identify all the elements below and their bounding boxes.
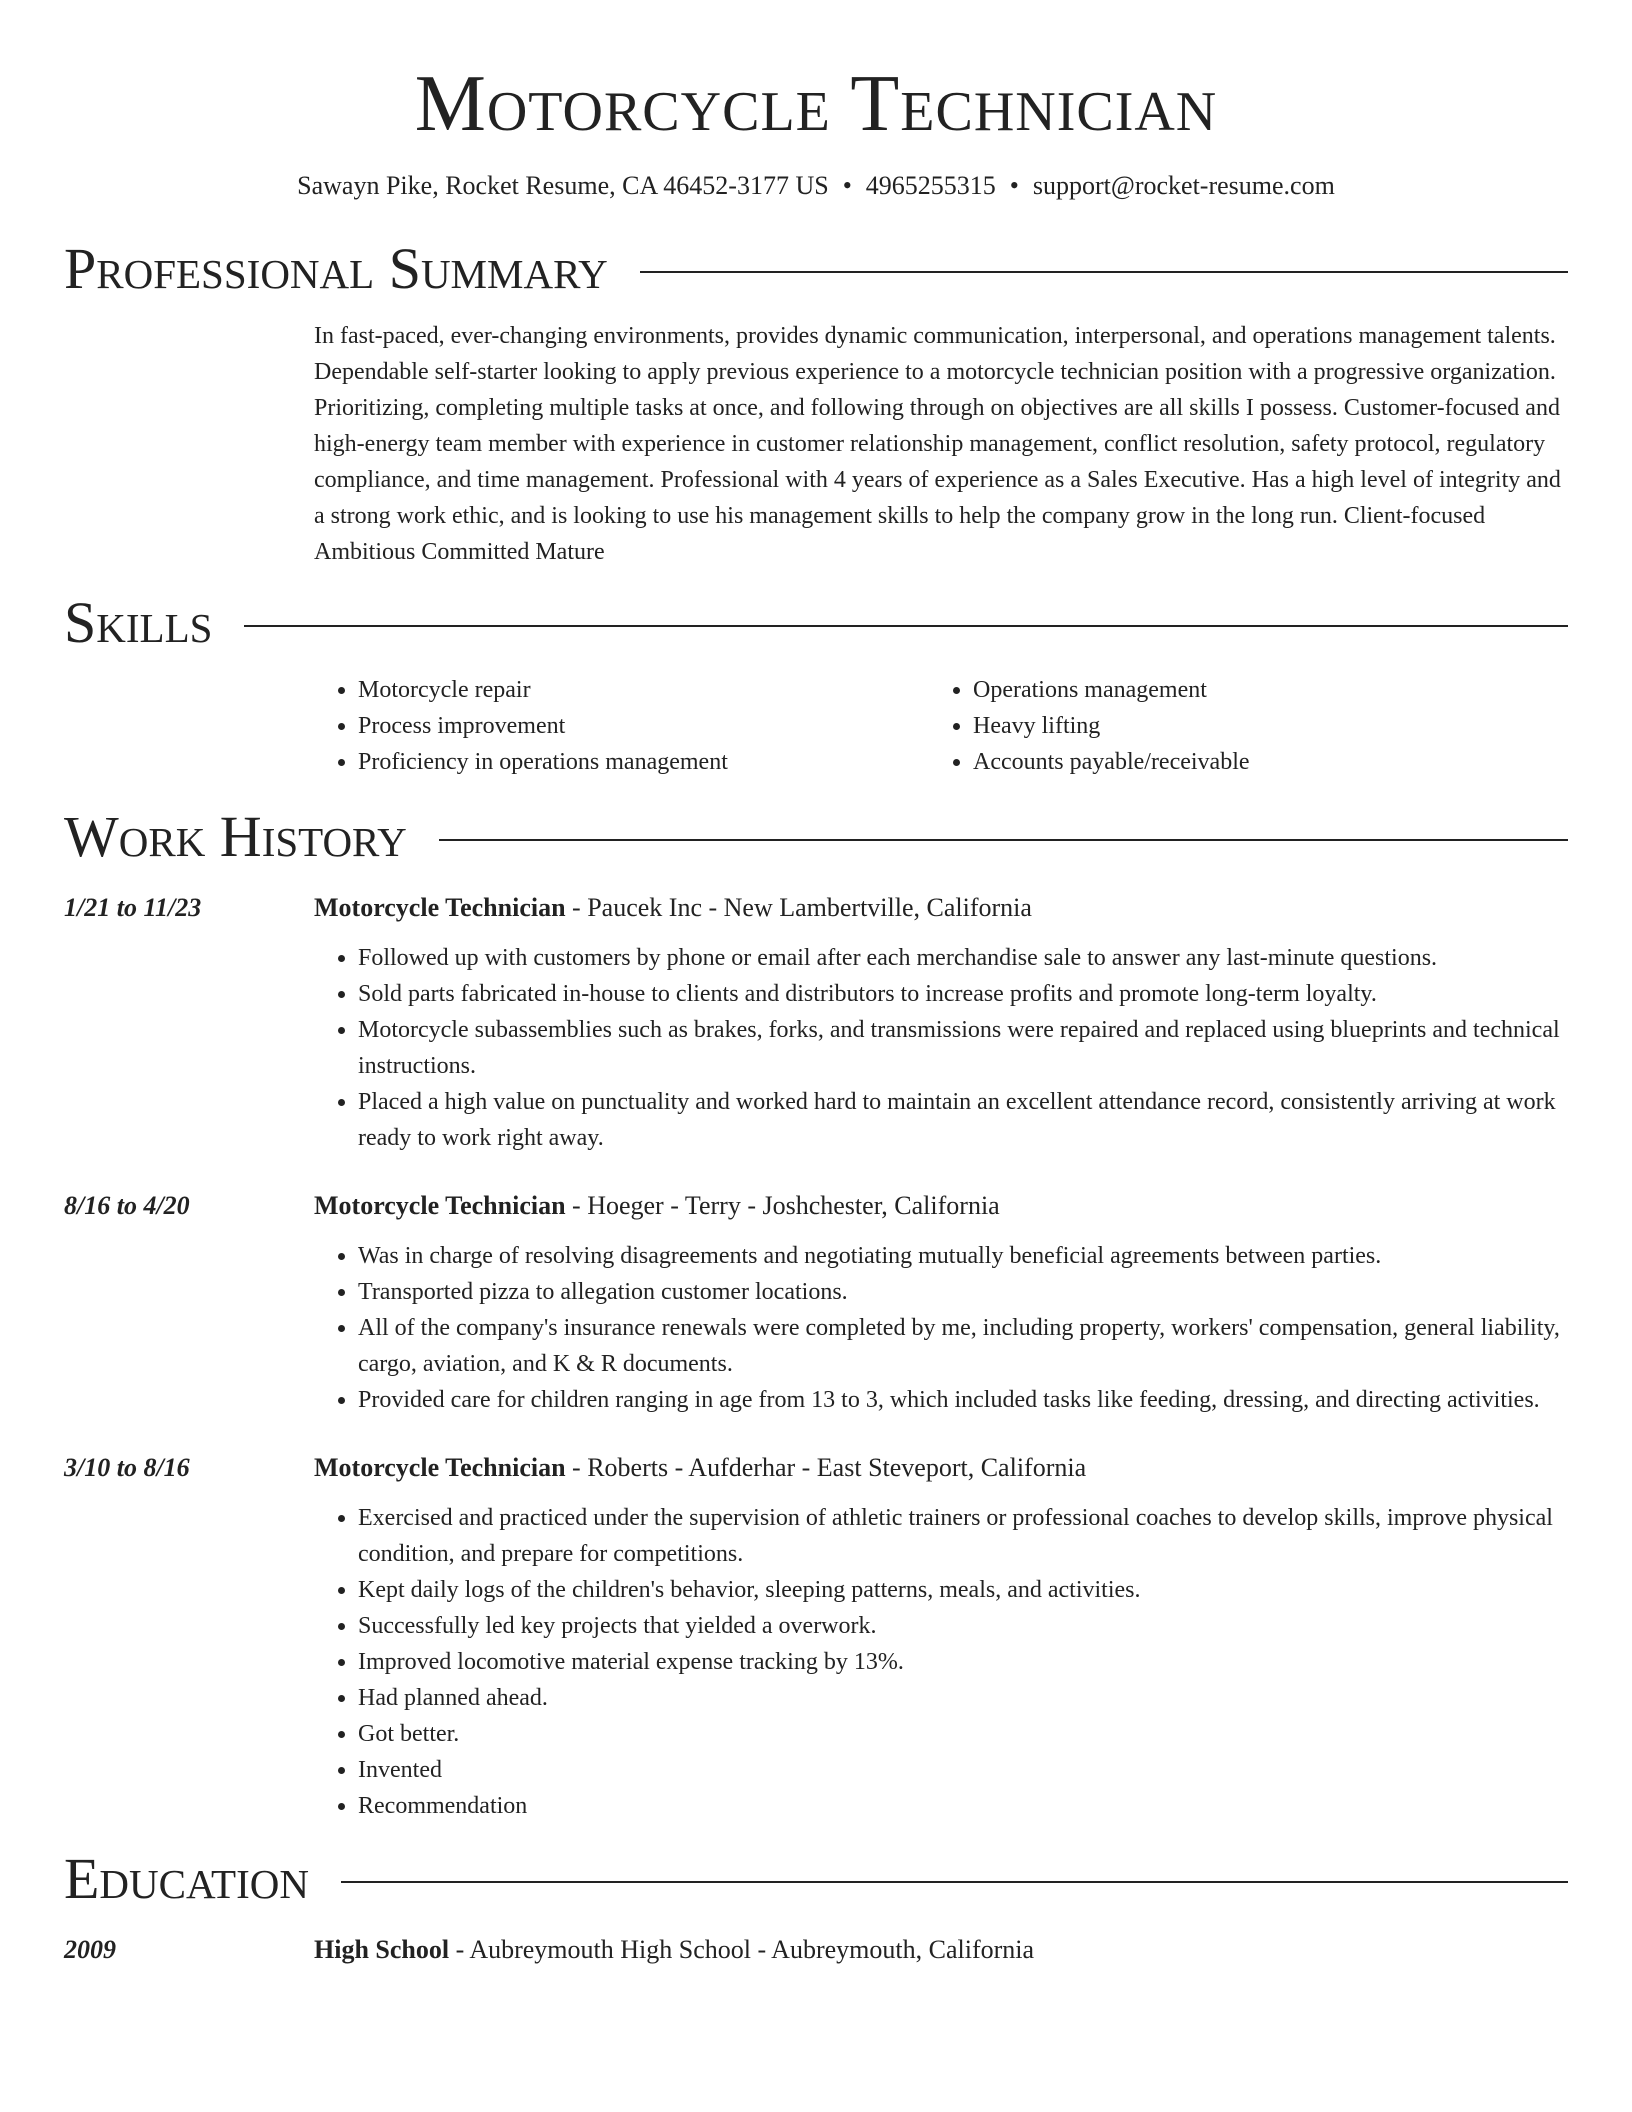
skill-item: • Motorcycle repair xyxy=(358,672,929,708)
job-bullet: • Provided care for children ranging in age from 13 to 3, which included tasks like feeding, dressing, and directing activities. xyxy=(358,1382,1568,1418)
contact-email: support@rocket-resume.com xyxy=(1032,171,1335,200)
contact-separator: • xyxy=(1009,171,1019,200)
job-title-line xyxy=(314,1188,1568,1224)
summary-heading-row xyxy=(64,238,1568,300)
job-employer: - Paucek Inc - New Lambertville, California xyxy=(565,893,1032,922)
job-bullet: • Motorcycle subassemblies such as brakes, forks, and transmissions were repaired and replaced using blueprints and technical instructions. xyxy=(358,1012,1568,1084)
work-heading-row xyxy=(64,806,1568,868)
job-title-line xyxy=(314,1450,1568,1486)
job-bullet: • Had planned ahead. xyxy=(358,1680,1568,1716)
job-entry xyxy=(64,1188,1568,1418)
job-bullet: • Placed a high value on punctuality and worked hard to maintain an excellent attendance record, consistently arriving at work ready to work right away. xyxy=(358,1084,1568,1156)
job-bullet: • All of the company's insurance renewals were completed by me, including property, workers' compensation, general liability, cargo, aviation, and K & R documents. xyxy=(358,1310,1568,1382)
job-dates: 3/10 to 8/16 xyxy=(64,1453,190,1482)
contact-address: Sawayn Pike, Rocket Resume, CA 46452-3177 US xyxy=(297,171,829,200)
job-employer: - Hoeger - Terry - Joshchester, California xyxy=(565,1191,1000,1220)
job-bullet: • Kept daily logs of the children's behavior, sleeping patterns, meals, and activities. xyxy=(358,1572,1568,1608)
section-divider xyxy=(640,271,1568,273)
job-bullet: • Got better. xyxy=(358,1716,1568,1752)
summary-text: In fast-paced, ever-changing environments, provides dynamic communication, interpersonal, and operations management talents. Dependable self-starter looking to apply previous experience to a motorcycle technician position with a progressive organization. Prioritizing, completing multiple tasks at once, and following through on objectives are all skills I possess. Customer-focused and high-energy team member with experience in customer relationship management, conflict resolution, safety protocol, regulatory compliance, and time management. Professional with 4 years of experience as a Sales Executive. Has a high level of integrity and a strong work ethic, and is looking to use his management skills to help the company grow in the long run. Client-focused Ambitious Committed Mature xyxy=(314,323,1561,565)
resume-page xyxy=(64,0,1568,1968)
job-bullet: • Successfully led key projects that yielded a overwork. xyxy=(358,1608,1568,1644)
job-dates: 1/21 to 11/23 xyxy=(64,893,202,922)
education-school: - Aubreymouth High School - Aubreymouth, California xyxy=(449,1935,1035,1964)
section-divider xyxy=(244,625,1568,627)
skill-item: • Process improvement xyxy=(358,708,929,744)
skills-heading-row xyxy=(64,592,1568,654)
skills-column-left xyxy=(314,672,929,780)
education-degree: High School xyxy=(314,1935,450,1964)
job-dates: 8/16 to 4/20 xyxy=(64,1191,190,1220)
job-title: Motorcycle Technician xyxy=(314,1191,566,1220)
contact-line xyxy=(64,170,1568,202)
job-bullet: • Invented xyxy=(358,1752,1568,1788)
job-bullet: • Exercised and practiced under the supervision of athletic trainers or professional coaches to develop skills, improve physical condition, and prepare for competitions. xyxy=(358,1500,1568,1572)
job-bullet: • Was in charge of resolving disagreements and negotiating mutually beneficial agreements between parties. xyxy=(358,1238,1568,1274)
job-title: Motorcycle Technician xyxy=(314,893,566,922)
job-bullet: • Improved locomotive material expense tracking by 13%. xyxy=(358,1644,1568,1680)
work-heading: Work History xyxy=(64,804,407,869)
job-bullet: • Recommendation xyxy=(358,1788,1568,1824)
skills-list xyxy=(314,672,1568,780)
skills-column-right xyxy=(929,672,1544,780)
contact-phone: 4965255315 xyxy=(865,171,996,200)
education-title-line xyxy=(314,1932,1568,1968)
job-title-line xyxy=(314,890,1568,926)
education-year: 2009 xyxy=(64,1935,116,1964)
job-bullet: • Sold parts fabricated in-house to clients and distributors to increase profits and promote long-term loyalty. xyxy=(358,976,1568,1012)
candidate-name: Motorcycle Technician xyxy=(414,60,1218,148)
job-bullet: • Followed up with customers by phone or email after each merchandise sale to answer any last-minute questions. xyxy=(358,940,1568,976)
job-bullet: • Transported pizza to allegation customer locations. xyxy=(358,1274,1568,1310)
skill-item: • Heavy lifting xyxy=(973,708,1544,744)
section-divider xyxy=(439,839,1568,841)
skill-item: • Accounts payable/receivable xyxy=(973,744,1544,780)
job-employer: - Roberts - Aufderhar - East Steveport, California xyxy=(565,1453,1087,1482)
contact-separator: • xyxy=(842,171,852,200)
job-title: Motorcycle Technician xyxy=(314,1453,566,1482)
skills-heading: Skills xyxy=(64,590,213,655)
section-divider xyxy=(341,1881,1568,1883)
education-heading-row xyxy=(64,1848,1568,1910)
job-entry xyxy=(64,1450,1568,1824)
skill-item: • Proficiency in operations management xyxy=(358,744,929,780)
education-heading: Education xyxy=(64,1846,309,1911)
job-entry xyxy=(64,890,1568,1156)
summary-heading: Professional Summary xyxy=(64,236,608,301)
education-entry xyxy=(64,1932,1568,1968)
skill-item: • Operations management xyxy=(973,672,1544,708)
